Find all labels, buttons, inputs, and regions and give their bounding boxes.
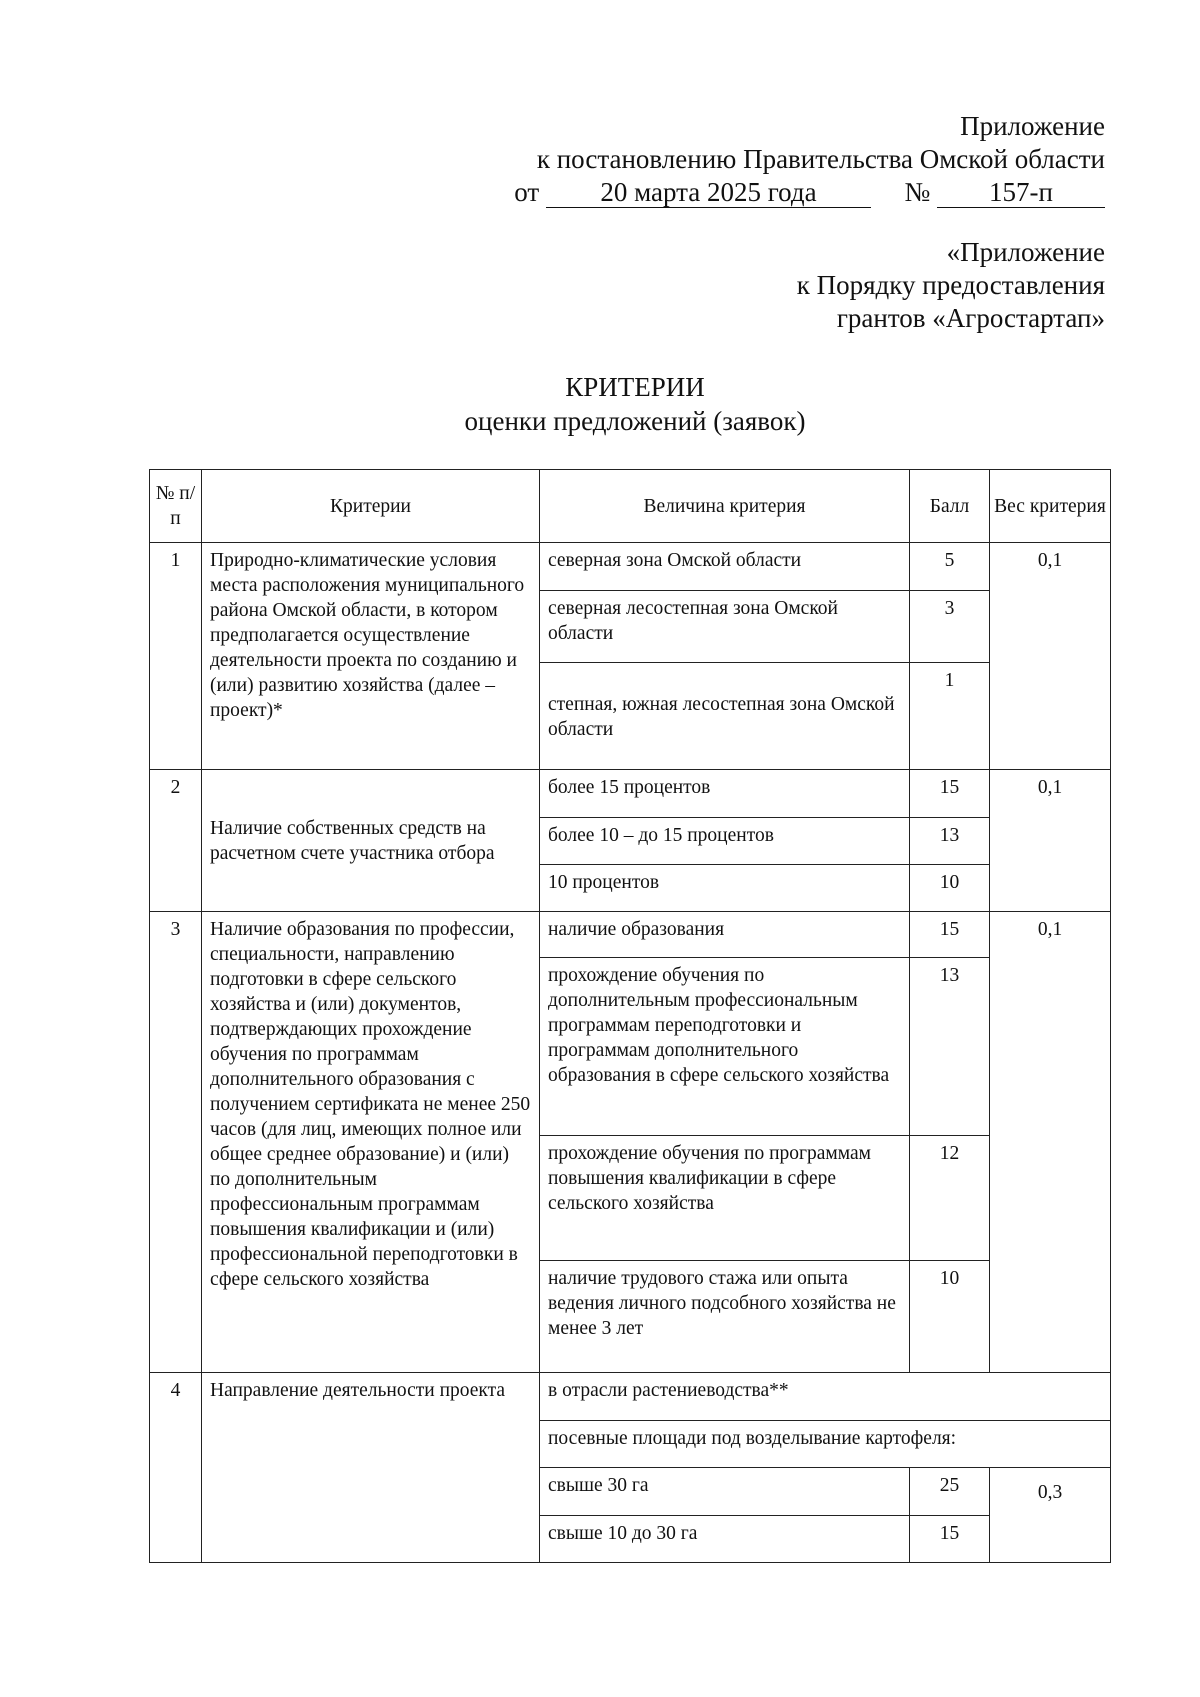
row-number: 3 [150, 912, 202, 1373]
criterion-text: Природно-климатические условия места расположения муниципального района Омской области, в котором предполагается осуществление деятельности проекта по созданию и (или) развитию хозяйства (далее – проект)* [202, 543, 540, 770]
criterion-score: 10 [910, 1261, 990, 1373]
criterion-score: 15 [910, 912, 990, 958]
criterion-weight: 0,1 [990, 912, 1111, 1373]
criteria-table [149, 469, 1111, 1563]
criterion-score: 5 [910, 543, 990, 591]
header-line-date [514, 176, 1105, 209]
criterion-score: 15 [910, 1516, 990, 1563]
criterion-score: 10 [910, 865, 990, 912]
table-header-row [150, 470, 1111, 543]
header-line-resolution: к постановлению Правительства Омской области [536, 144, 1105, 174]
criterion-text: Наличие собственных средств на расчетном счете участника отбора [202, 770, 540, 912]
criterion-score: 25 [910, 1468, 990, 1516]
criterion-score: 12 [910, 1136, 990, 1261]
table-row [150, 912, 1111, 958]
table-row [150, 543, 1111, 591]
criterion-branch: в отрасли растениеводства** [540, 1373, 1111, 1421]
header-criteria: Критерии [202, 470, 540, 543]
criterion-score: 3 [910, 591, 990, 663]
document-subtitle: оценки предложений (заявок) [464, 406, 806, 436]
row-number: 2 [150, 770, 202, 912]
document-header [514, 110, 1105, 209]
criterion-text: Наличие образования по профессии, специальности, направлению подготовки в сфере сельского хозяйства и (или) документов, подтверждающих прохождение обучения по программам дополнительного образования с получением сертификата не менее 250 часов (для лиц, имеющих полное или общее среднее образование) и (или) по дополнительным профессиональным программам повышения квалификации и (или) профессиональной переподготовки в сфере сельского хозяйства [202, 912, 540, 1373]
header-weight: Вес критерия [990, 470, 1111, 543]
criterion-score: 15 [910, 770, 990, 818]
annex-header [797, 236, 1105, 335]
annex-line-3: грантов «Агростартап» [836, 303, 1105, 333]
table-row [150, 1373, 1111, 1421]
criterion-score: 1 [910, 663, 990, 770]
annex-line-2: к Порядку предоставления [796, 270, 1105, 300]
criterion-value: степная, южная лесостепная зона Омской области [540, 663, 910, 770]
criterion-value: более 15 процентов [540, 770, 910, 818]
row-number: 4 [150, 1373, 202, 1563]
criterion-weight: 0,1 [990, 770, 1111, 912]
number-sign: № [904, 177, 931, 207]
date-value: 20 марта 2025 года [546, 177, 871, 208]
criterion-score: 13 [910, 818, 990, 865]
criterion-value: более 10 – до 15 процентов [540, 818, 910, 865]
criterion-score: 13 [910, 958, 990, 1136]
table-row [150, 770, 1111, 818]
criterion-value: наличие образования [540, 912, 910, 958]
criterion-value: наличие трудового стажа или опыта ведения личного подсобного хозяйства не менее 3 лет [540, 1261, 910, 1373]
criterion-weight: 0,3 [990, 1468, 1111, 1563]
criterion-value: северная лесостепная зона Омской области [540, 591, 910, 663]
criterion-value: 10 процентов [540, 865, 910, 912]
criterion-subheading: посевные площади под возделывание картофеля: [540, 1421, 1111, 1468]
header-num: № п/п [150, 470, 202, 543]
criterion-value: свыше 30 га [540, 1468, 910, 1516]
criterion-weight: 0,1 [990, 543, 1111, 770]
header-line-appendix: Приложение [960, 111, 1105, 141]
criterion-value: северная зона Омской области [540, 543, 910, 591]
criterion-value: прохождение обучения по дополнительным профессиональным программам переподготовки и программам дополнительного образования в сфере сельского хозяйства [540, 958, 910, 1136]
header-value: Величина критерия [540, 470, 910, 543]
criterion-text: Направление деятельности проекта [202, 1373, 540, 1563]
criterion-value: прохождение обучения по программам повышения квалификации в сфере сельского хозяйства [540, 1136, 910, 1261]
annex-line-1: «Приложение [946, 237, 1105, 267]
document-title: КРИТЕРИИ [565, 372, 705, 402]
number-value: 157-п [937, 177, 1105, 208]
row-number: 1 [150, 543, 202, 770]
criterion-value: свыше 10 до 30 га [540, 1516, 910, 1563]
date-prefix: от [514, 177, 540, 207]
header-score: Балл [910, 470, 990, 543]
